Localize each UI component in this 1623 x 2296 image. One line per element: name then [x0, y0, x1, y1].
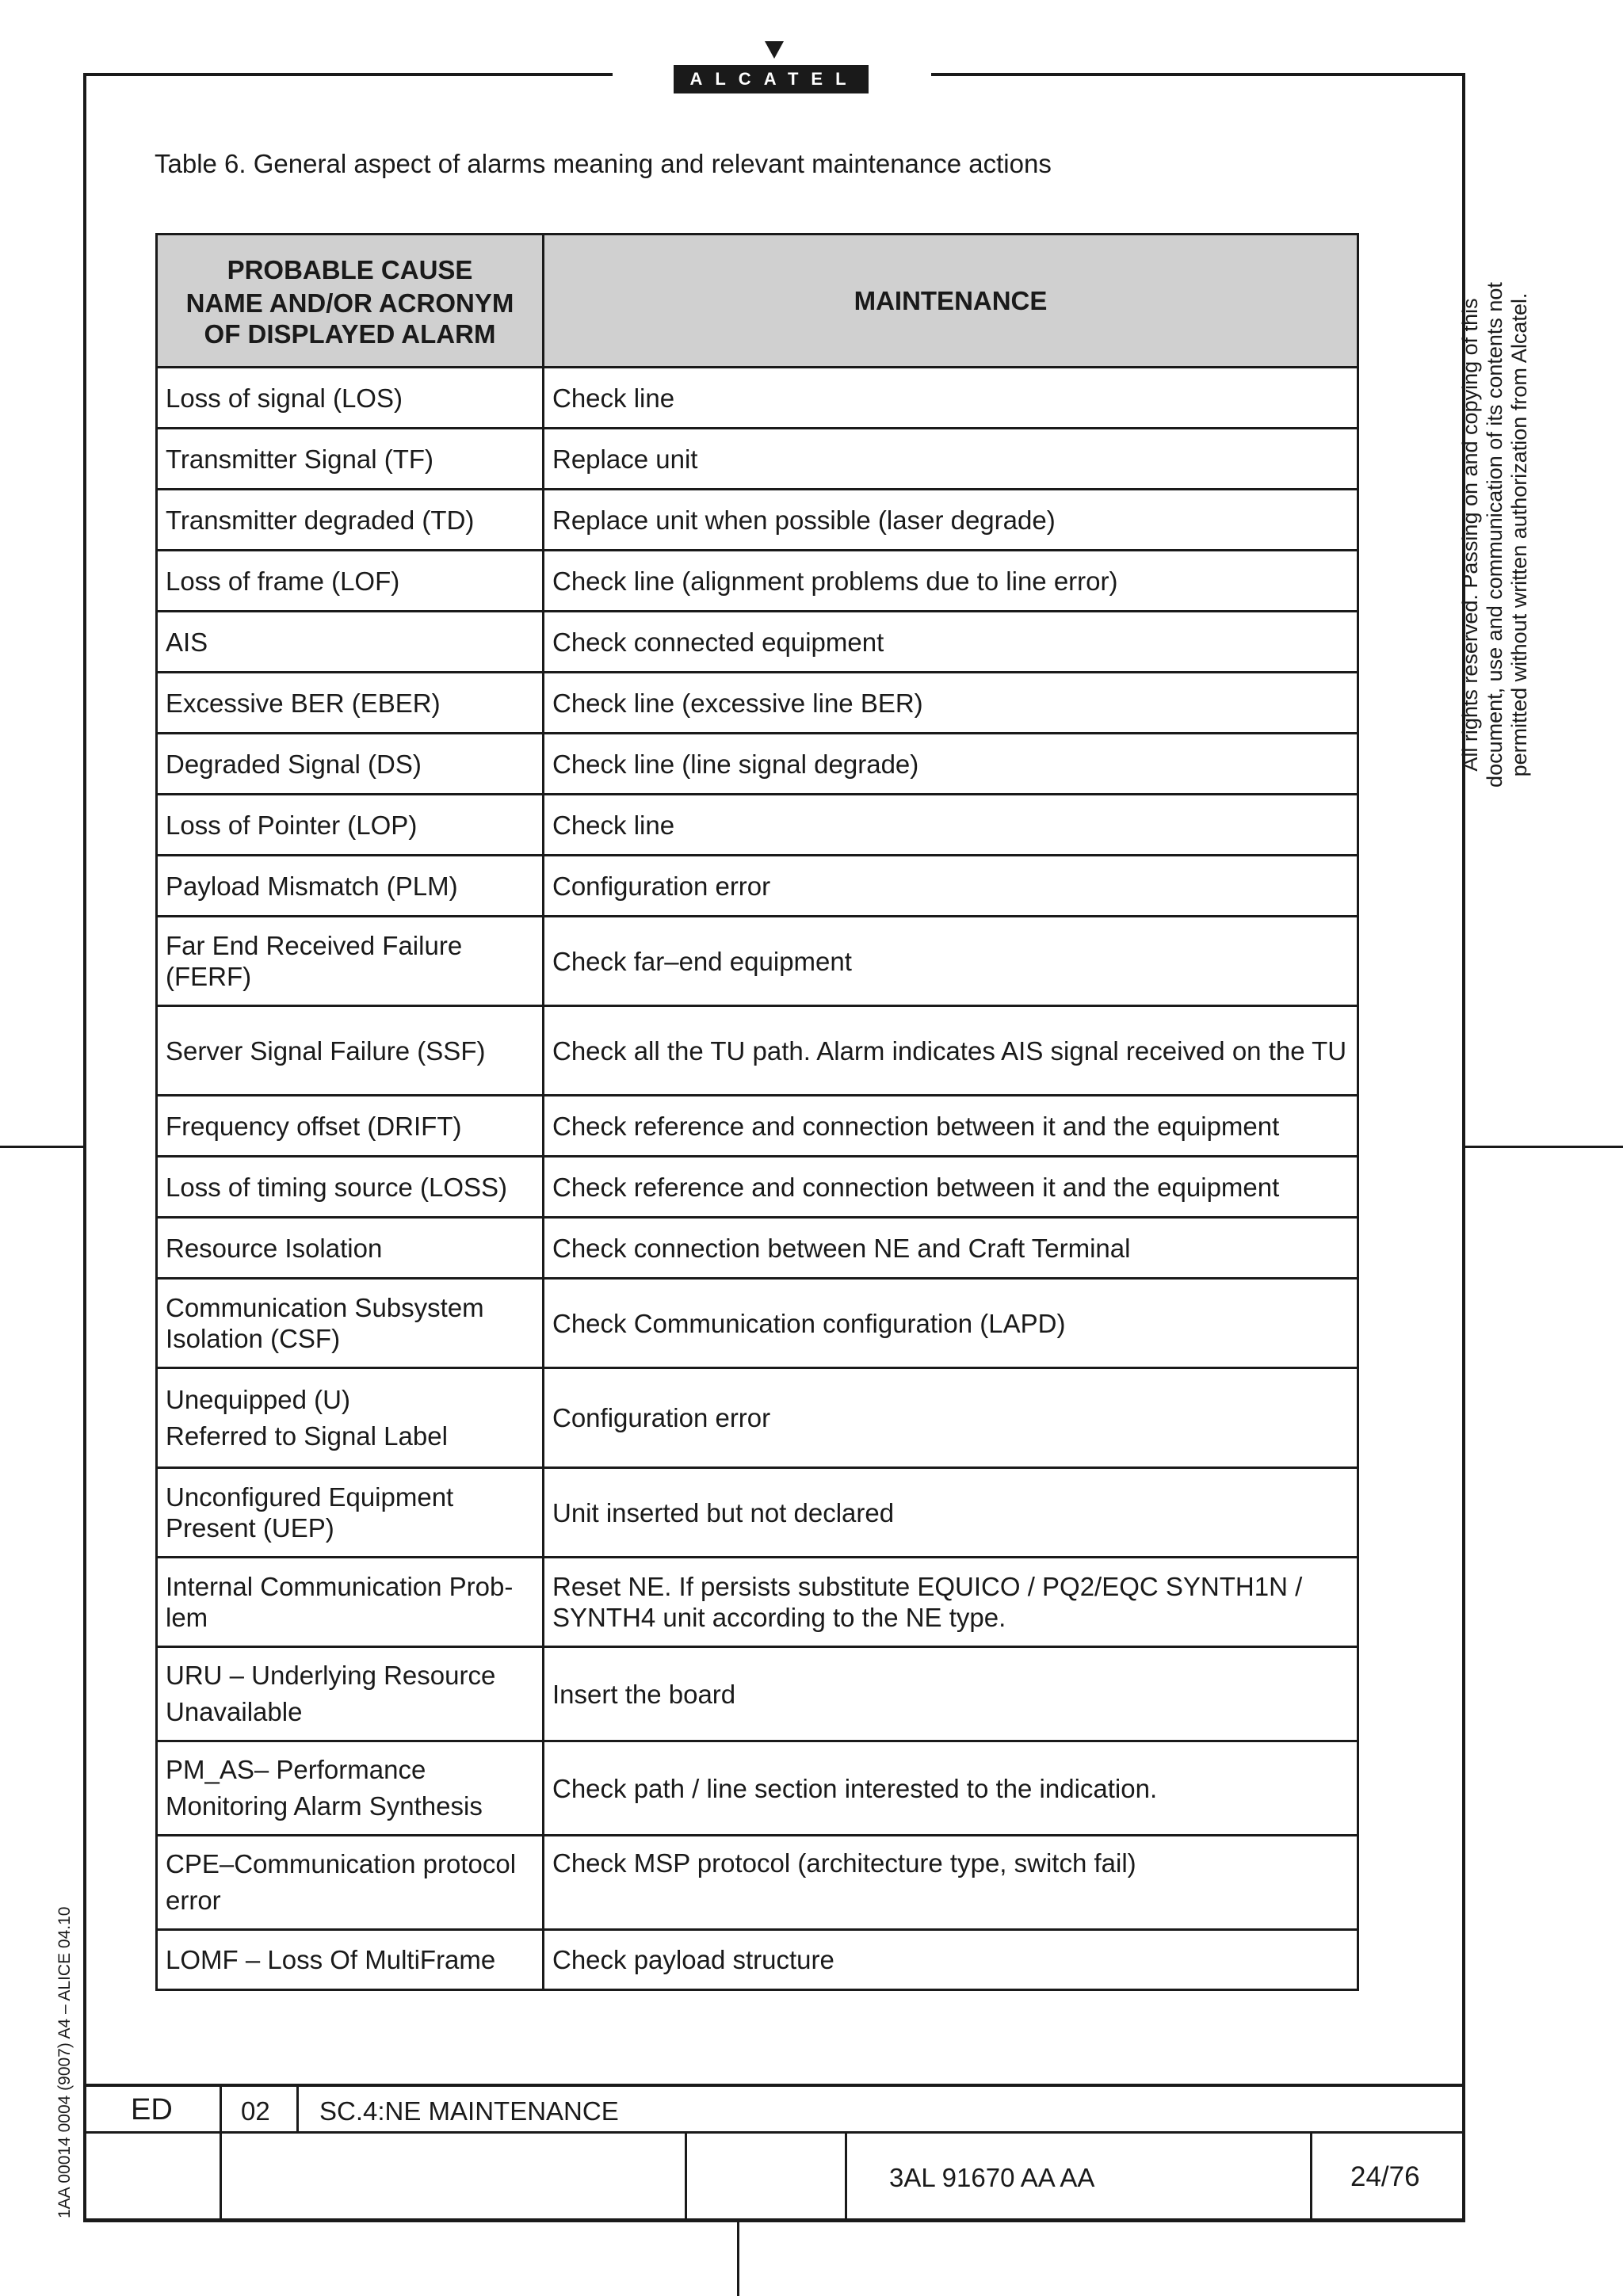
cause-cell: PM_AS– Performance Monitoring Alarm Synthesis — [157, 1741, 544, 1836]
table-row — [157, 1218, 1358, 1279]
table-row — [157, 734, 1358, 795]
table-row — [157, 1930, 1358, 1990]
action-cell: Check reference and connection between it and the equipment — [544, 1096, 1358, 1157]
cause-cell: Server Signal Failure (SSF) — [157, 1006, 544, 1096]
cause-cell: URU – Underlying Resource Unavailable — [157, 1647, 544, 1741]
document-number: 3AL 91670 AA AA — [889, 2163, 1095, 2192]
action-cell: Replace unit when possible (laser degrade) — [544, 490, 1358, 551]
action-cell: Check all the TU path. Alarm indicates AIS signal received on the TU — [544, 1006, 1358, 1096]
cause-cell: AIS — [157, 612, 544, 673]
action-cell: Configuration error — [544, 1368, 1358, 1468]
table-row — [157, 856, 1358, 917]
action-cell: Unit inserted but not declared — [544, 1468, 1358, 1558]
footer-mid-border — [83, 2131, 1465, 2134]
table-row — [157, 490, 1358, 551]
fold-mark-left — [0, 1146, 83, 1148]
alarms-table — [155, 233, 1359, 1991]
alcatel-logo: ALCATEL — [674, 65, 869, 93]
table-caption: Table 6. General aspect of alarms meaning and relevant maintenance actions — [155, 149, 1052, 178]
action-cell: Check reference and connection between it and the equipment — [544, 1157, 1358, 1218]
ed-label: ED — [131, 2093, 173, 2126]
action-cell: Check line — [544, 795, 1358, 856]
table-row — [157, 1468, 1358, 1558]
cause-cell: Communication Subsystem Isolation (CSF) — [157, 1279, 544, 1368]
action-cell: Check far–end equipment — [544, 917, 1358, 1006]
header-probable-cause: PROBABLE CAUSE NAME AND/OR ACRONYM OF DISPLAYED ALARM — [157, 235, 544, 368]
table-row — [157, 1647, 1358, 1741]
table-row — [157, 917, 1358, 1006]
action-cell: Check line — [544, 368, 1358, 429]
table-row — [157, 1279, 1358, 1368]
table-row — [157, 1006, 1358, 1096]
table-row — [157, 1558, 1358, 1647]
table-row — [157, 673, 1358, 734]
footer-top-border — [83, 2084, 1465, 2087]
cause-cell: LOMF – Loss Of MultiFrame — [157, 1930, 544, 1990]
action-cell: Check connected equipment — [544, 612, 1358, 673]
bottom-center-mark — [737, 2222, 739, 2296]
table-header-row — [157, 235, 1358, 368]
cause-cell: Internal Communication Prob-lem — [157, 1558, 544, 1647]
frame-top-left — [83, 73, 613, 76]
table-row — [157, 368, 1358, 429]
action-cell: Configuration error — [544, 856, 1358, 917]
footer-bottom-border — [83, 2218, 1465, 2222]
footer-divider-4 — [845, 2131, 847, 2222]
table-row — [157, 1368, 1358, 1468]
action-cell: Check payload structure — [544, 1930, 1358, 1990]
page-number: 24/76 — [1350, 2161, 1420, 2192]
action-cell: Replace unit — [544, 429, 1358, 490]
action-cell: Reset NE. If persists substitute EQUICO / PQ2/EQC SYNTH1N / SYNTH4 unit according to the NE type. — [544, 1558, 1358, 1647]
action-cell: Check Communication configuration (LAPD) — [544, 1279, 1358, 1368]
cause-cell: CPE–Communication protocol error — [157, 1836, 544, 1930]
table-row — [157, 429, 1358, 490]
table-row — [157, 795, 1358, 856]
ed-value: 02 — [241, 2096, 270, 2126]
table-row — [157, 1157, 1358, 1218]
table-row — [157, 551, 1358, 612]
frame-left — [83, 73, 86, 2222]
footer-divider-5 — [1310, 2131, 1312, 2222]
action-cell: Check line (line signal degrade) — [544, 734, 1358, 795]
action-cell: Check connection between NE and Craft Terminal — [544, 1218, 1358, 1279]
frame-top-right — [931, 73, 1465, 76]
cause-cell: Unequipped (U) Referred to Signal Label — [157, 1368, 544, 1468]
section-title: SC.4:NE MAINTENANCE — [319, 2096, 619, 2126]
action-cell: Check line (excessive line BER) — [544, 673, 1358, 734]
cause-cell: Frequency offset (DRIFT) — [157, 1096, 544, 1157]
cause-cell: Degraded Signal (DS) — [157, 734, 544, 795]
table-row — [157, 612, 1358, 673]
action-cell: Check MSP protocol (architecture type, switch fail) — [544, 1836, 1358, 1930]
cause-cell: Loss of signal (LOS) — [157, 368, 544, 429]
footer-divider-2 — [296, 2084, 299, 2133]
copyright-notice: All rights reserved. Passing on and copying of this document, use and communication of its contents not permitted without written authorization from Alcatel. — [1458, 282, 1531, 788]
cause-cell: Loss of Pointer (LOP) — [157, 795, 544, 856]
cause-cell: Transmitter Signal (TF) — [157, 429, 544, 490]
fold-mark-right — [1465, 1146, 1623, 1148]
cause-cell: Loss of frame (LOF) — [157, 551, 544, 612]
cause-cell: Unconfigured Equipment Present (UEP) — [157, 1468, 544, 1558]
cause-cell: Transmitter degraded (TD) — [157, 490, 544, 551]
cause-cell: Payload Mismatch (PLM) — [157, 856, 544, 917]
table-row — [157, 1096, 1358, 1157]
cause-cell: Resource Isolation — [157, 1218, 544, 1279]
logo-triangle-icon — [765, 41, 784, 59]
cause-cell: Loss of timing source (LOSS) — [157, 1157, 544, 1218]
header-maintenance: MAINTENANCE — [544, 235, 1358, 368]
table-row — [157, 1741, 1358, 1836]
cause-cell: Excessive BER (EBER) — [157, 673, 544, 734]
table-row — [157, 1836, 1358, 1930]
action-cell: Check line (alignment problems due to line error) — [544, 551, 1358, 612]
action-cell: Insert the board — [544, 1647, 1358, 1741]
document-id: 1AA 00014 0004 (9007) A4 – ALICE 04.10 — [55, 1906, 74, 2218]
footer-divider-1 — [220, 2084, 222, 2222]
action-cell: Check path / line section interested to the indication. — [544, 1741, 1358, 1836]
cause-cell: Far End Received Failure (FERF) — [157, 917, 544, 1006]
footer-divider-3 — [685, 2131, 687, 2222]
